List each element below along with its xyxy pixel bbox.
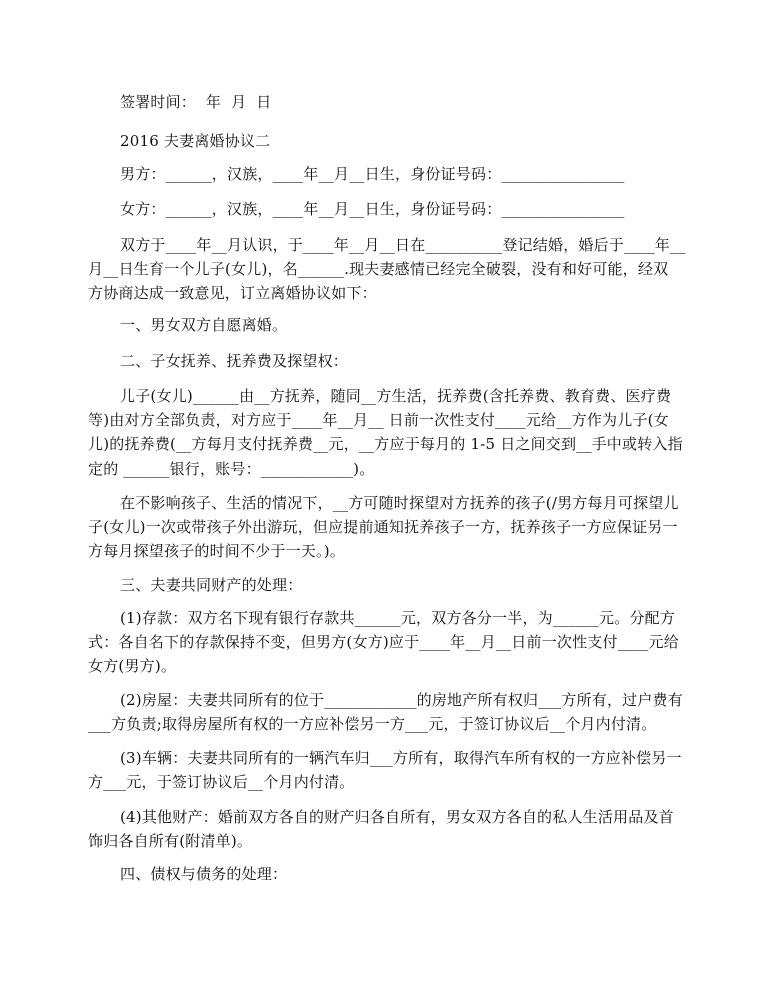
section-4-heading: 四、债权与债务的处理： [120, 865, 288, 883]
visitation-paragraph-line-1: 在不影响孩子、生活的情况下，__方可随时探望对方抚养的孩子(/男方每月可探望儿 [120, 494, 679, 512]
agreement-title: 2016 夫妻离婚协议二 [120, 132, 271, 150]
visitation-paragraph-line-2: 子(女儿)一次或带孩子外出游玩，但应提前通知抚养孩子一方，抚养孩子一方应保证另一 [88, 518, 678, 536]
section-1-heading: 一、男女双方自愿离婚。 [120, 316, 288, 334]
section-3-heading: 三、夫妻共同财产的处理： [120, 576, 303, 594]
other-property-paragraph-line-2: 饰归各自所有(附清单)。 [88, 832, 253, 850]
vehicle-paragraph-line-2: 方___元，于签订协议后__个月内付清。 [88, 773, 355, 791]
section-2-heading: 二、子女抚养、抚养费及探望权： [120, 352, 349, 370]
intro-paragraph-line-2: 月__日生育一个儿子(女儿)，名______.现夫妻感情已经完全破裂，没有和好可能，经双 [88, 260, 669, 278]
house-paragraph-line-2: ___方负责;取得房屋所有权的一方应补偿另一方___元，于签订协议后__个月内付清。 [88, 715, 657, 733]
vehicle-paragraph-line-1: (3)车辆：夫妻共同所有的一辆汽车归___方所有，取得汽车所有权的一方应补偿另一 [120, 749, 682, 767]
deposit-paragraph-line-3: 女方(男方)。 [88, 657, 177, 675]
visitation-paragraph-line-3: 方每月探望孩子的时间不少于一天。)。 [88, 542, 345, 560]
intro-paragraph-line-3: 方协商达成一致意见，订立离婚协议如下： [88, 284, 377, 302]
custody-paragraph-line-1: 儿子(女儿)______由__方抚养，随同__方生活，抚养费(含托养费、教育费、医疗费 [120, 387, 672, 405]
intro-paragraph-line-1: 双方于____年__月认识，于____年__月__日在__________登记结婚，婚后于____年__ [120, 236, 686, 254]
custody-paragraph-line-3: 儿)的抚养费(__方每月支付抚养费__元，__方应于每月的 1-5 日之间交到__手中或转入指 [88, 435, 683, 453]
signing-date-line: 签署时间： 年 月 日 [120, 93, 272, 111]
custody-paragraph-line-4: 定的 ______银行，账号：____________)。 [88, 460, 375, 478]
deposit-paragraph-line-1: (1)存款：双方名下现有银行存款共______元，双方各分一半，为______元。分配方 [120, 609, 676, 627]
other-property-paragraph-line-1: (4)其他财产：婚前双方各自的财产归各自所有，男女双方各自的私人生活用品及首 [120, 808, 674, 826]
custody-paragraph-line-2: 等)由对方全部负责，对方应于____年__月__ 日前一次性支付____元给__方作为儿子(女 [88, 411, 669, 429]
wife-info-line: 女方：______，汉族，____年__月__日生，身份证号码：________________ [120, 200, 625, 218]
house-paragraph-line-1: (2)房屋：夫妻共同所有的位于____________的房地产所有权归___方所有，过户费有 [120, 691, 683, 709]
husband-info-line: 男方：______，汉族，____年__月__日生，身份证号码：________________ [120, 165, 625, 183]
deposit-paragraph-line-2: 式：各自名下的存款保持不变，但男方(女方)应于____年__月__日前一次性支付____元给 [88, 633, 679, 651]
